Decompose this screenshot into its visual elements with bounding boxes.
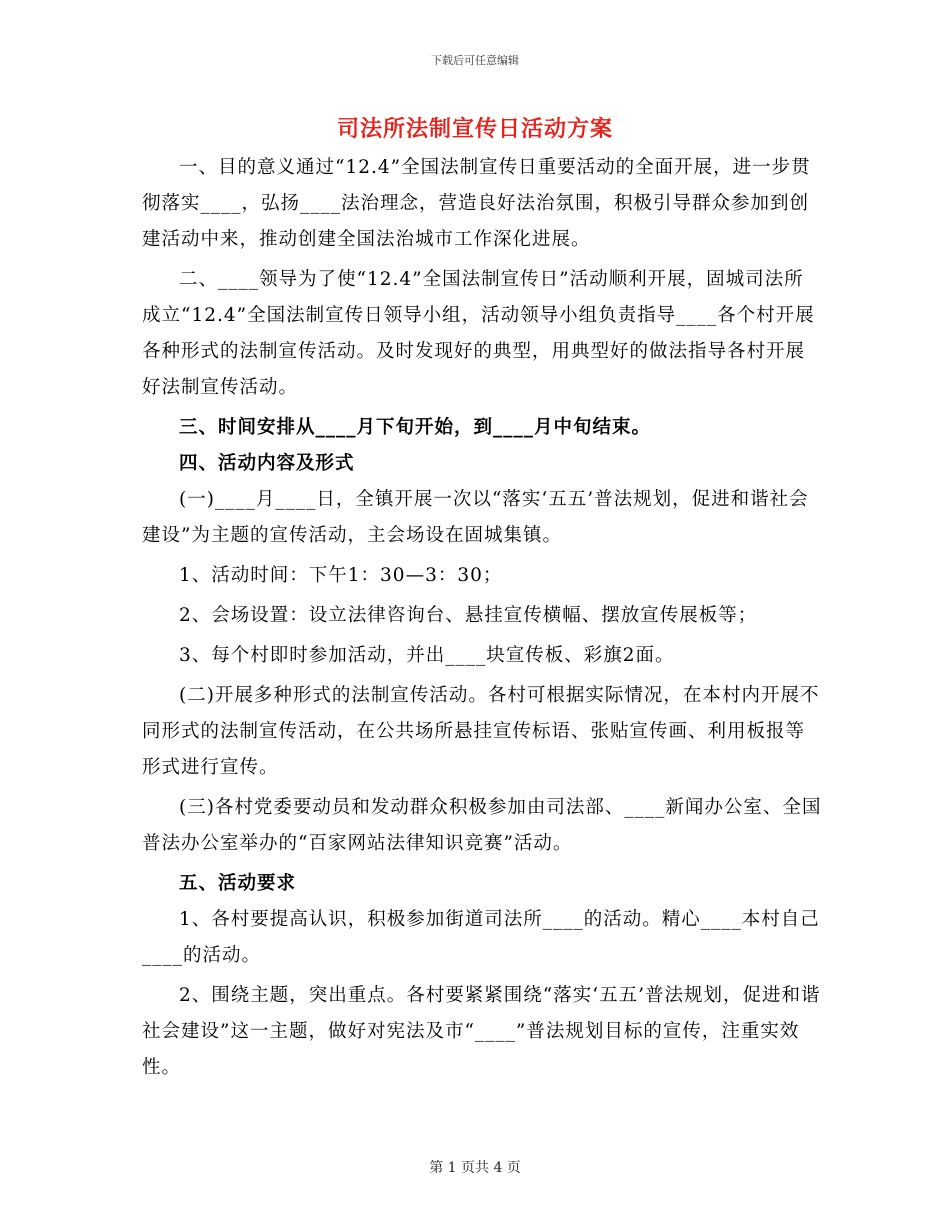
paragraph-event-two: (二)开展多种形式的法制宣传活动。各村可根据实际情况，在本村内开展不同形式的法制宣传活动，在公共场所悬挂宣传标语、张贴宣传画、利用板报等形式进行宣传。 [142,685,820,778]
paragraph-requirement-one: 1、各村要提高认识，积极参加街道司法所____的活动。精心____本村自己____的活动。 [142,909,820,966]
page-header-note: 下载后可任意编辑 [431,54,519,67]
paragraph-event-three: (三)各村党委要动员和发动群众积极参加由司法部、____新闻办公室、全国普法办公室举办的“百家网站法律知识竞赛”活动。 [142,797,822,854]
list-item-time: 1、活动时间：下午1：30—3：30； [179,565,503,586]
page-number: 第 1 页共 4 页 [429,1160,521,1176]
paragraph-schedule: 三、时间安排从____月下旬开始，到____月中旬结束。 [179,417,652,438]
paragraph-event-one: (一)____月____日，全镇开展一次以“落实‘五五’普法规划，促进和谐社会建设”为主题的宣传活动，主会场设在固城集镇。 [142,489,809,546]
paragraph-leadership: 二、____领导为了使“12.4”全国法制宣传日”活动顺利开展，固城司法所成立“12.4”全国法制宣传日领导小组，活动领导小组负责指导____各个村开展各种形式的法制宣传活动。及时发现好的典型，用典型好的做法指导各村开展好法制宣传活动。 [142,269,815,398]
section-heading-content: 四、活动内容及形式 [179,453,355,474]
list-item-venue: 2、会场设置：设立法律咨询台、悬挂宣传横幅、摆放宣传展板等； [179,605,758,626]
document-title: 司法所法制宣传日活动方案 [336,116,613,142]
paragraph-purpose: 一、目的意义通过“12.4”全国法制宣传日重要活动的全面开展，进一步贯彻落实____，弘扬____法治理念，营造良好法治氛围，积极引导群众参加到创建活动中来，推动创建全国法治城市工作深化进展。 [142,157,811,250]
paragraph-requirement-two: 2、围绕主题，突出重点。各村要紧紧围绕“落实‘五五’普法规划，促进和谐社会建设”这一主题，做好对宪法及市“____”普法规划目标的宣传，注重实效性。 [142,985,821,1078]
document-body [142,150,822,1086]
section-heading-requirements: 五、活动要求 [179,873,297,894]
list-item-villages: 3、每个村即时参加活动，并出____块宣传板、彩旗2面。 [179,645,675,666]
